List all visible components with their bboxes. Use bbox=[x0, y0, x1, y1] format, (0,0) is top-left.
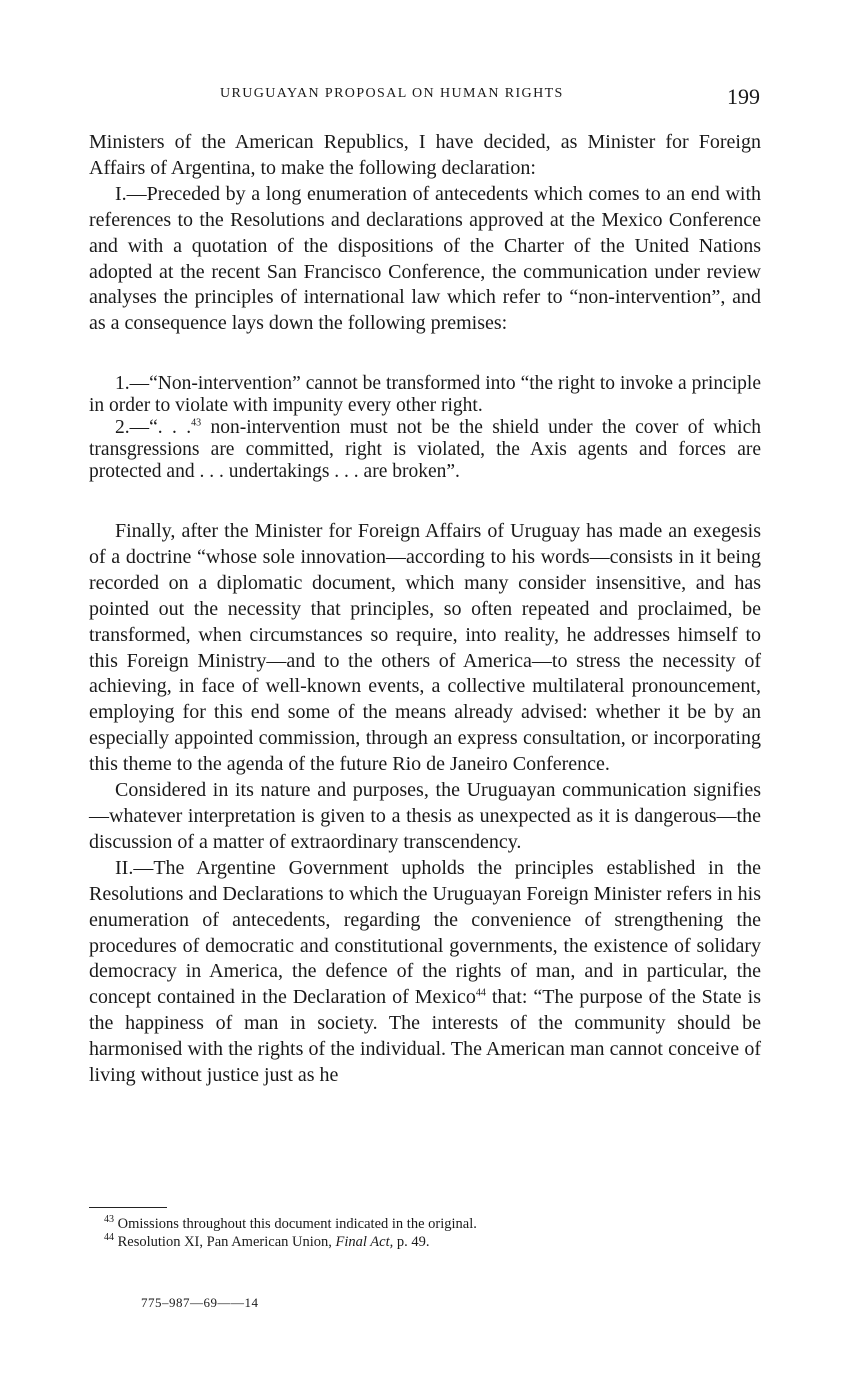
premise-one: 1.—“Non-intervention” cannot be transformed into “the right to invoke a principle in order to violate with impunity every other right. bbox=[89, 373, 761, 416]
footnote-44-text-end: p. 49. bbox=[393, 1234, 430, 1250]
printer-signature: 775–987—69——14 bbox=[141, 1295, 259, 1310]
premise-two-rest: non-intervention must not be the shield under the cover of which transgressions are committed, right is violated, the Axis agents and forces are protected and . . . undertakings . . . are broken”. bbox=[89, 417, 761, 482]
paragraph-section-two bbox=[89, 856, 761, 1089]
footnotes bbox=[104, 1215, 477, 1251]
footnote-mark-44: 44 bbox=[104, 1232, 114, 1244]
section-two-start: II.—The Argentine Government upholds the principles established in the Resolutions and Declarations to which the Uruguayan Foreign Minister refers in his enumeration of antecedents, regarding the convenience of strengthening the procedures of democratic and constitutional governments, the existence of solidary democracy in America, the defence of the rights of man, and in particular, the concept contained in the Declaration of Mexico bbox=[89, 856, 761, 1009]
body-block-top bbox=[89, 130, 761, 337]
page-number: 199 bbox=[727, 84, 760, 109]
footnote-mark-43: 43 bbox=[104, 1214, 114, 1226]
running-title: URUGUAYAN PROPOSAL ON HUMAN RIGHTS bbox=[220, 86, 564, 101]
footnote-44 bbox=[104, 1233, 477, 1251]
footnote-43 bbox=[104, 1215, 477, 1233]
section-two-rest: that: “The purpose of the State is the happiness of man in society. The interests of the community should be harmonised with the rights of the individual. The American man cannot conceive of living without justice just as he bbox=[89, 986, 761, 1087]
footnote-43-text: Omissions throughout this document indicated in the original. bbox=[114, 1216, 477, 1232]
paragraph-continuation: Ministers of the American Republics, I have decided, as Minister for Foreign Affairs of Argentina, to make the following declaration: bbox=[89, 131, 761, 179]
paragraph-considered: Considered in its nature and purposes, the Uruguayan communication signifies—whatever interpretation is given to a thesis as unexpected as it is dangerous—the discussion of a matter of extraordinary transcendency. bbox=[89, 779, 761, 853]
footnote-ref-43[interactable]: 43 bbox=[191, 417, 202, 429]
paragraph-finally: Finally, after the Minister for Foreign Affairs of Uruguay has made an exegesis of a doctrine “whose sole innovation—according to his words—consists in it being recorded on a diplomatic document, which many consider insensitive, and has pointed out the necessity that principles, so often repeated and proclaimed, be transformed, when circumstances so require, into reality, he addresses himself to this Foreign Ministry—and to the others of America—to stress the necessity of achieving, in face of well-known events, a collective multilateral pronouncement, employing for this end some of the means already advised: whether it be by an especially appointed commission, through an express consultation, or incorporating this theme to the agenda of the future Rio de Janeiro Conference. bbox=[89, 520, 761, 776]
footnote-divider bbox=[89, 1207, 167, 1208]
quoted-premises bbox=[89, 373, 761, 483]
footnote-44-italic: Final Act, bbox=[335, 1234, 394, 1250]
premise-two-start: 2.—“. . . bbox=[115, 417, 192, 438]
footnote-ref-44[interactable]: 44 bbox=[475, 987, 486, 999]
footnote-44-text-start: Resolution XI, Pan American Union, bbox=[114, 1234, 336, 1250]
premise-two bbox=[89, 417, 761, 483]
body-block-bottom bbox=[89, 519, 761, 1089]
paragraph-section-one: I.—Preceded by a long enumeration of antecedents which comes to an end with references to the Resolutions and declarations approved at the Mexico Conference and with a quotation of the dispositions of the Charter of the United Nations adopted at the recent San Francisco Conference, the communication under review analyses the principles of international law which refer to “non-intervention”, and as a consequence lays down the following premises: bbox=[89, 182, 761, 335]
